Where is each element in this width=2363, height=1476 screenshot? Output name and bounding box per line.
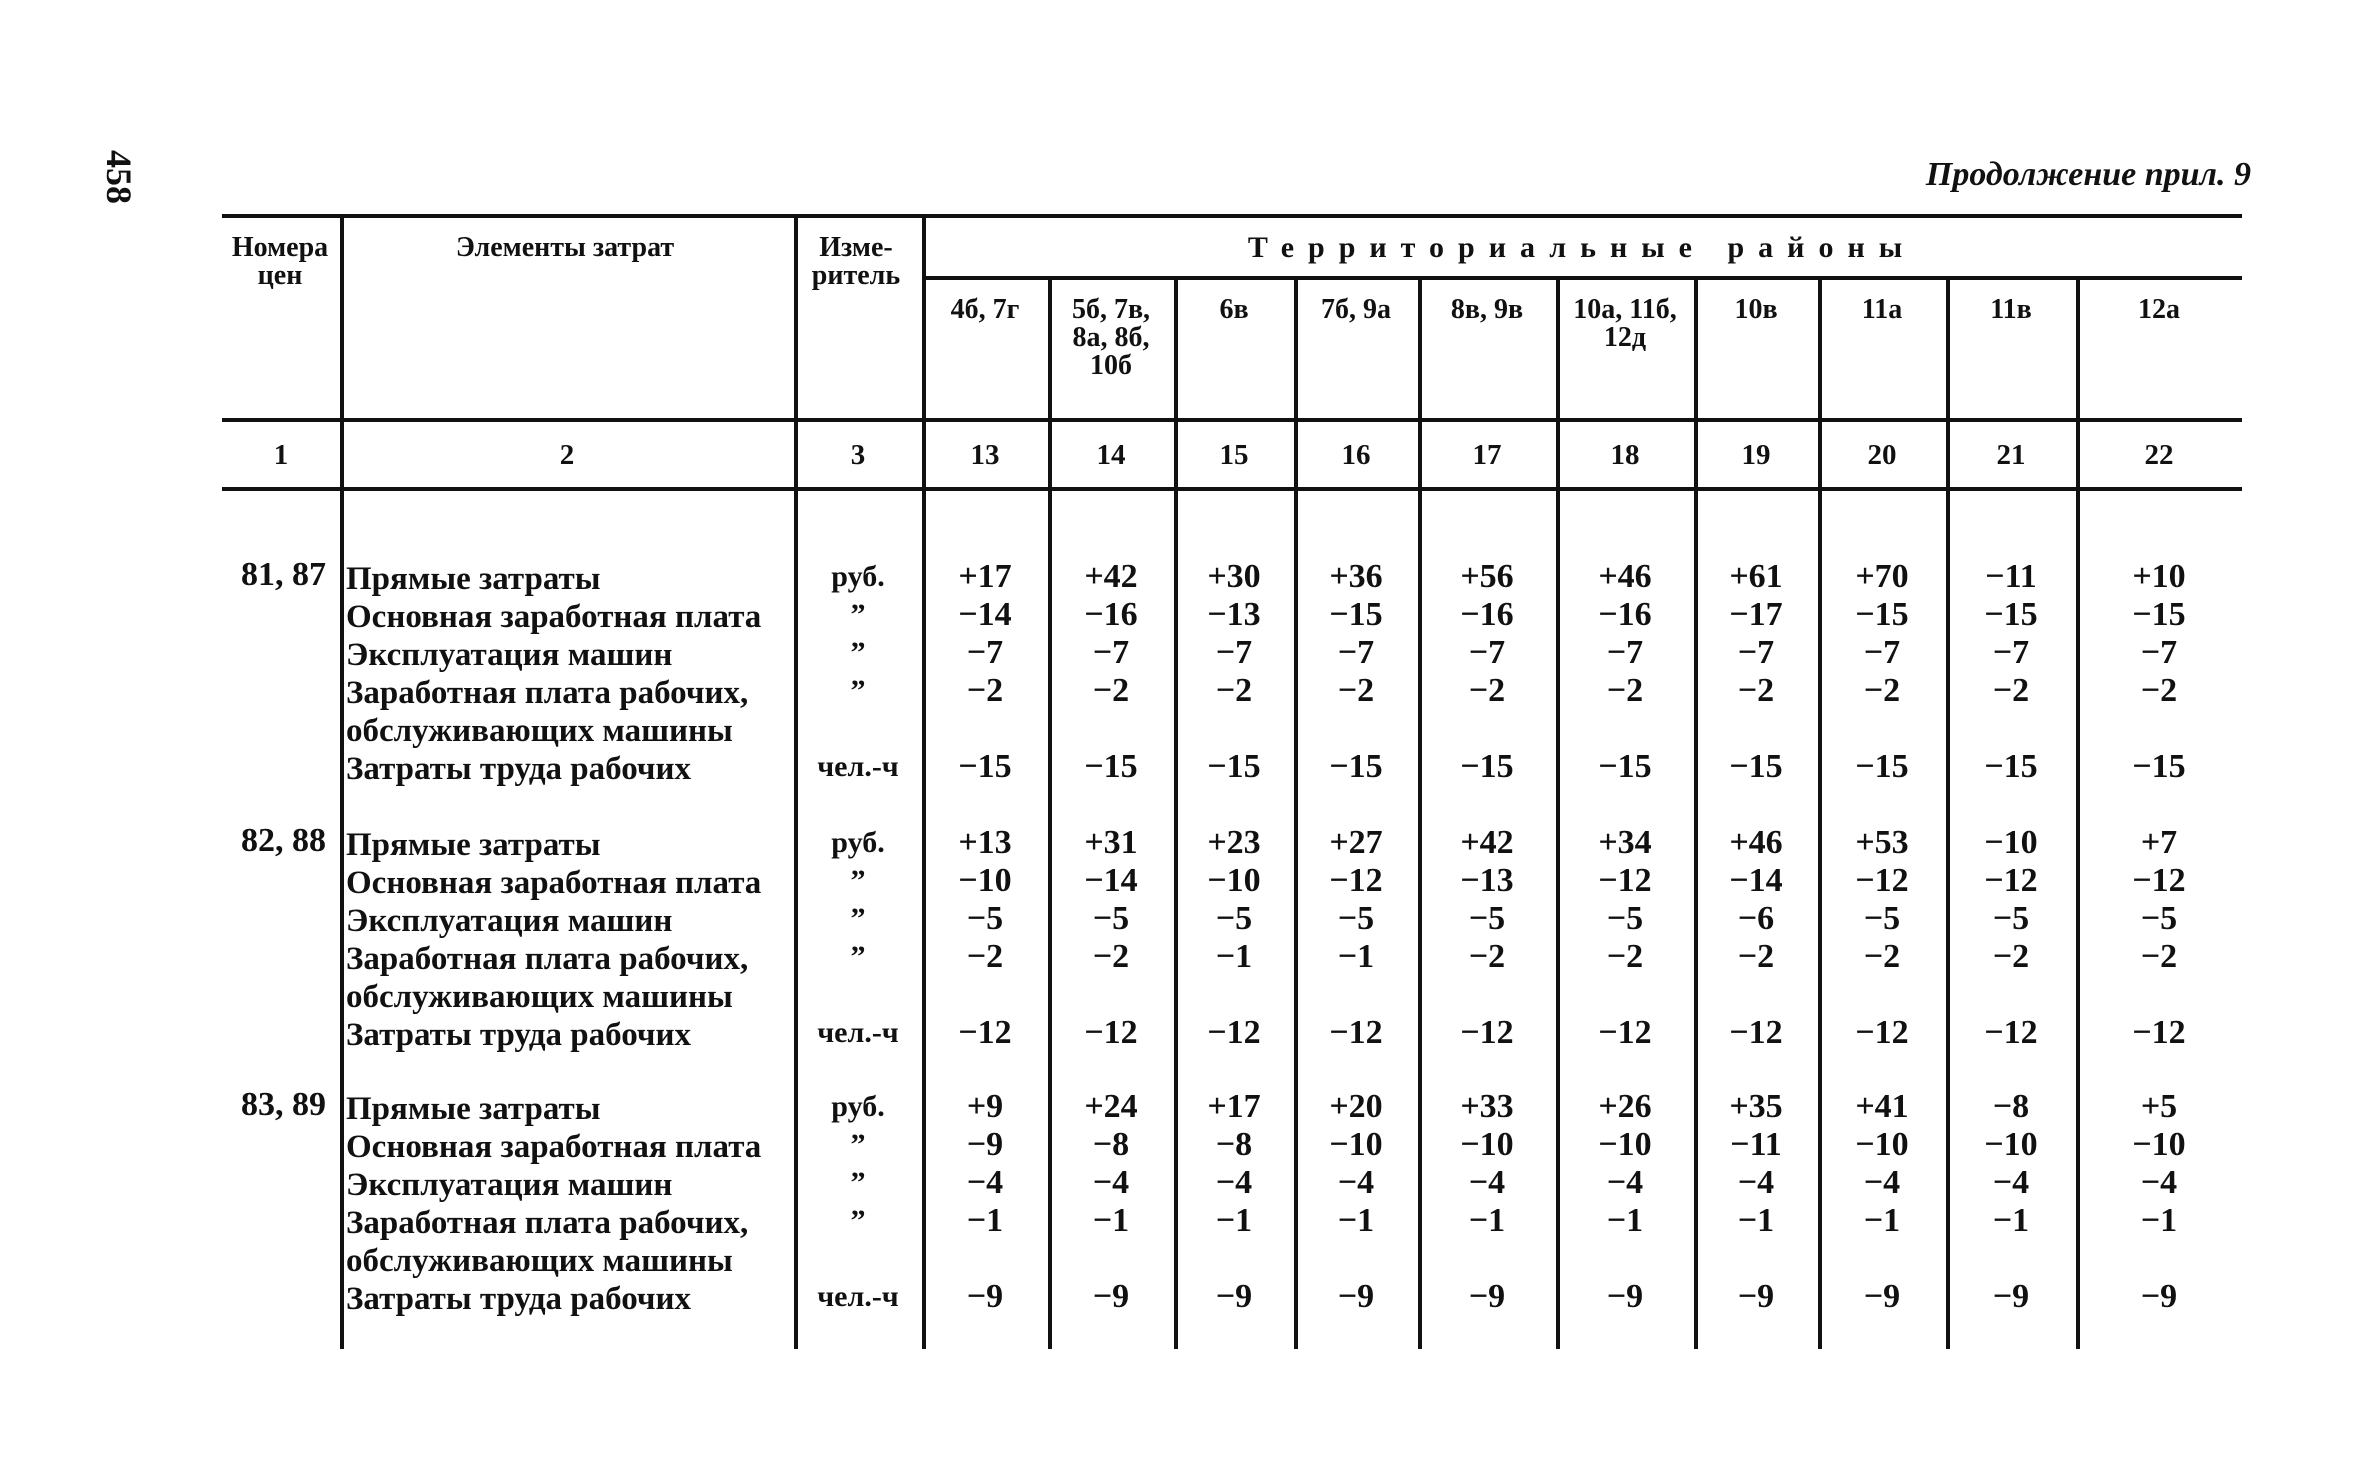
region-header — [2076, 296, 2242, 324]
adjustment-value: +27 — [1329, 824, 1383, 861]
unit-of-measure: руб. — [831, 1090, 885, 1123]
adjustment-value: +33 — [1460, 1088, 1514, 1125]
adjustment-value: −14 — [1084, 862, 1138, 899]
adjustment-value: −7 — [2140, 634, 2178, 671]
adjustment-value: −15 — [1984, 748, 2038, 785]
adjustment-value: +61 — [1729, 558, 1783, 595]
unit-of-measure: руб. — [831, 560, 885, 593]
adjustment-value: +46 — [1598, 558, 1652, 595]
adjustment-value: −9 — [966, 1278, 1004, 1315]
adjustment-value: −12 — [1855, 862, 1909, 899]
column-numbers-rule — [222, 487, 2242, 491]
regions-rule — [922, 276, 2242, 280]
table-caption: Продолжение прил. 9 — [1925, 156, 2251, 193]
adjustment-value: −1 — [966, 1202, 1004, 1239]
region-header — [1556, 296, 1694, 352]
adjustment-value: −15 — [1329, 596, 1383, 633]
unit-of-measure: ” — [850, 864, 866, 897]
adjustment-value: −5 — [1215, 900, 1253, 937]
column-rule — [340, 214, 344, 1349]
unit-of-measure: ” — [850, 636, 866, 669]
adjustment-value: −15 — [1984, 596, 2038, 633]
adjustment-value: −16 — [1460, 596, 1514, 633]
adjustment-value: −5 — [1863, 900, 1901, 937]
adjustment-value: −16 — [1084, 596, 1138, 633]
adjustment-value: −1 — [2140, 1202, 2178, 1239]
adjustment-value: −9 — [1992, 1278, 2030, 1315]
adjustment-value: −2 — [966, 672, 1004, 709]
region-header-label: 12а — [2138, 294, 2180, 325]
cost-element: Заработная плата рабочих, обслуживающих машины — [346, 1205, 749, 1279]
cost-element: Затраты труда рабочих — [346, 1281, 691, 1317]
region-header — [1818, 296, 1946, 324]
adjustment-value: −9 — [2140, 1278, 2178, 1315]
adjustment-value: −15 — [1207, 748, 1261, 785]
adjustment-value: −2 — [1992, 938, 2030, 975]
cost-element: Основная заработная плата — [346, 599, 762, 635]
adjustment-value: +46 — [1729, 824, 1783, 861]
cost-element: Прямые затраты — [346, 1091, 601, 1127]
cost-element: Основная заработная плата — [346, 1129, 762, 1165]
cost-element: Заработная плата рабочих, обслуживающих машины — [346, 941, 749, 1015]
adjustment-value: −2 — [1863, 672, 1901, 709]
region-header-label: 6в — [1219, 294, 1249, 325]
column-number: 3 — [850, 439, 866, 471]
unit-of-measure: ” — [850, 1128, 866, 1161]
adjustment-value: −5 — [1468, 900, 1506, 937]
adjustment-value: −9 — [1092, 1278, 1130, 1315]
adjustment-value: −5 — [2140, 900, 2178, 937]
adjustment-value: −5 — [1337, 900, 1375, 937]
price-code: 81, 87 — [241, 556, 326, 593]
adjustment-value: −13 — [1207, 596, 1261, 633]
adjustment-value: −15 — [1460, 748, 1514, 785]
region-header — [922, 296, 1048, 324]
column-number: 2 — [559, 439, 575, 471]
adjustment-value: −1 — [1215, 938, 1253, 975]
adjustment-value: −11 — [1730, 1126, 1782, 1163]
adjustment-value: −1 — [1215, 1202, 1253, 1239]
adjustment-value: −16 — [1598, 596, 1652, 633]
unit-of-measure: ” — [850, 902, 866, 935]
adjustment-value: −4 — [1992, 1164, 2030, 1201]
region-header-label: 11в — [1990, 294, 2032, 325]
page-number: 458 — [99, 150, 139, 204]
adjustment-value: −15 — [1855, 748, 1909, 785]
adjustment-value: −4 — [1737, 1164, 1775, 1201]
adjustment-value: −13 — [1460, 862, 1514, 899]
adjustment-value: −1 — [1468, 1202, 1506, 1239]
adjustment-value: −10 — [1598, 1126, 1652, 1163]
adjustment-value: −10 — [1855, 1126, 1909, 1163]
cost-element: Затраты труда рабочих — [346, 751, 691, 787]
adjustment-value: +9 — [966, 1088, 1004, 1125]
adjustment-value: −6 — [1737, 900, 1775, 937]
adjustment-value: −7 — [1215, 634, 1253, 671]
adjustment-value: −9 — [1863, 1278, 1901, 1315]
adjustment-value: −5 — [1992, 900, 2030, 937]
unit-of-measure: ” — [850, 1204, 866, 1237]
adjustment-value: −4 — [966, 1164, 1004, 1201]
column-number: 18 — [1610, 439, 1640, 471]
adjustment-value: −10 — [1984, 824, 2038, 861]
adjustment-value: +41 — [1855, 1088, 1909, 1125]
adjustment-value: +20 — [1329, 1088, 1383, 1125]
adjustment-value: −15 — [958, 748, 1012, 785]
adjustment-value: −2 — [1215, 672, 1253, 709]
adjustment-value: −12 — [1460, 1014, 1514, 1051]
adjustment-value: −2 — [1606, 938, 1644, 975]
region-header — [1694, 296, 1818, 324]
adjustment-value: −12 — [1729, 1014, 1783, 1051]
column-number: 1 — [273, 439, 289, 471]
unit-of-measure: ” — [850, 674, 866, 707]
region-header — [1174, 296, 1294, 324]
column-number: 20 — [1867, 439, 1897, 471]
unit-of-measure: ” — [850, 598, 866, 631]
adjustment-value: −17 — [1729, 596, 1783, 633]
column-number: 17 — [1472, 439, 1502, 471]
region-header-label: 10в — [1734, 294, 1778, 325]
cost-element: Эксплуатация машин — [346, 903, 673, 939]
unit-of-measure: чел.-ч — [817, 1016, 899, 1049]
adjustment-value: −1 — [1992, 1202, 2030, 1239]
region-header-label: 5б, 7в, 8а, 8б, 10б — [1071, 294, 1151, 381]
adjustment-value: +13 — [958, 824, 1012, 861]
adjustment-value: +36 — [1329, 558, 1383, 595]
adjustment-value: −12 — [1855, 1014, 1909, 1051]
adjustment-value: −12 — [1598, 1014, 1652, 1051]
adjustment-value: −4 — [1606, 1164, 1644, 1201]
adjustment-value: +7 — [2140, 824, 2178, 861]
adjustment-value: −9 — [1737, 1278, 1775, 1315]
adjustment-value: −15 — [2132, 748, 2186, 785]
cost-element: Прямые затраты — [346, 561, 601, 597]
region-header-label: 11а — [1861, 294, 1903, 325]
adjustment-value: −12 — [1084, 1014, 1138, 1051]
adjustment-value: −5 — [966, 900, 1004, 937]
adjustment-value: −1 — [1337, 938, 1375, 975]
column-number: 14 — [1096, 439, 1126, 471]
column-number: 15 — [1219, 439, 1249, 471]
adjustment-value: −5 — [1092, 900, 1130, 937]
adjustment-value: −1 — [1092, 1202, 1130, 1239]
unit-of-measure: ” — [850, 940, 866, 973]
adjustment-value: −10 — [1984, 1126, 2038, 1163]
header-bottom-rule — [222, 418, 2242, 422]
adjustment-value: −8 — [1092, 1126, 1130, 1163]
adjustment-value: −12 — [2132, 862, 2186, 899]
adjustment-value: −7 — [1468, 634, 1506, 671]
region-header-label: 8в, 9в — [1450, 294, 1524, 325]
adjustment-value: −14 — [958, 596, 1012, 633]
adjustment-value: −4 — [1215, 1164, 1253, 1201]
column-number: 22 — [2144, 439, 2174, 471]
adjustment-value: −2 — [1092, 672, 1130, 709]
adjustment-value: −15 — [1729, 748, 1783, 785]
header-codes — [222, 234, 338, 294]
adjustment-value: −2 — [1337, 672, 1375, 709]
adjustment-value: −10 — [2132, 1126, 2186, 1163]
adjustment-value: −9 — [1215, 1278, 1253, 1315]
adjustment-value: +17 — [1207, 1088, 1261, 1125]
adjustment-value: −4 — [1092, 1164, 1130, 1201]
adjustment-value: −12 — [2132, 1014, 2186, 1051]
region-header — [1418, 296, 1556, 324]
adjustment-value: −2 — [1863, 938, 1901, 975]
adjustment-value: −7 — [1606, 634, 1644, 671]
adjustment-value: −1 — [1737, 1202, 1775, 1239]
adjustment-value: −7 — [1337, 634, 1375, 671]
column-number: 13 — [970, 439, 1000, 471]
adjustment-value: −2 — [1092, 938, 1130, 975]
adjustment-value: −9 — [966, 1126, 1004, 1163]
adjustment-value: +26 — [1598, 1088, 1652, 1125]
adjustment-value: −15 — [1598, 748, 1652, 785]
adjustment-value: −2 — [966, 938, 1004, 975]
adjustment-value: −12 — [1329, 1014, 1383, 1051]
adjustment-value: −15 — [1855, 596, 1909, 633]
header-regions-label: Территориальные районы — [1247, 231, 1917, 264]
adjustment-value: −14 — [1729, 862, 1783, 899]
adjustment-value: +70 — [1855, 558, 1909, 595]
adjustment-value: −2 — [1606, 672, 1644, 709]
adjustment-value: −12 — [1984, 1014, 2038, 1051]
region-header-label: 7б, 9а — [1321, 294, 1391, 325]
header-elements-label: Элементы затрат — [455, 232, 675, 263]
adjustment-value: +53 — [1855, 824, 1909, 861]
adjustment-value: +31 — [1084, 824, 1138, 861]
unit-of-measure: чел.-ч — [817, 1280, 899, 1313]
header-unit-label: Изме-ритель — [811, 232, 901, 291]
adjustment-value: −9 — [1606, 1278, 1644, 1315]
adjustment-value: +30 — [1207, 558, 1261, 595]
table-top-rule — [222, 214, 2242, 218]
adjustment-value: −10 — [1329, 1126, 1383, 1163]
cost-element: Заработная плата рабочих, обслуживающих машины — [346, 675, 749, 749]
adjustment-value: −2 — [1468, 938, 1506, 975]
adjustment-value: −12 — [1329, 862, 1383, 899]
adjustment-value: −2 — [1737, 938, 1775, 975]
column-number: 19 — [1741, 439, 1771, 471]
adjustment-value: −2 — [2140, 672, 2178, 709]
adjustment-value: −9 — [1468, 1278, 1506, 1315]
adjustment-value: −15 — [1084, 748, 1138, 785]
adjustment-value: −2 — [1468, 672, 1506, 709]
adjustment-value: −7 — [1863, 634, 1901, 671]
adjustment-value: −4 — [1863, 1164, 1901, 1201]
unit-of-measure: чел.-ч — [817, 750, 899, 783]
adjustment-value: −10 — [1207, 862, 1261, 899]
adjustment-value: +42 — [1084, 558, 1138, 595]
column-number: 16 — [1341, 439, 1371, 471]
adjustment-value: −8 — [1215, 1126, 1253, 1163]
unit-of-measure: руб. — [831, 826, 885, 859]
cost-element: Основная заработная плата — [346, 865, 762, 901]
adjustment-value: +35 — [1729, 1088, 1783, 1125]
adjustment-value: −1 — [1863, 1202, 1901, 1239]
cost-element: Затраты труда рабочих — [346, 1017, 691, 1053]
region-header-label: 4б, 7г — [950, 294, 1020, 325]
adjustment-value: +42 — [1460, 824, 1514, 861]
region-header — [1946, 296, 2076, 324]
adjustment-value: −10 — [1460, 1126, 1514, 1163]
adjustment-value: −10 — [958, 862, 1012, 899]
adjustment-value: −4 — [2140, 1164, 2178, 1201]
cost-element: Эксплуатация машин — [346, 1167, 673, 1203]
adjustment-value: −9 — [1337, 1278, 1375, 1315]
region-header — [1294, 296, 1418, 324]
adjustment-value: −7 — [1737, 634, 1775, 671]
adjustment-value: −4 — [1468, 1164, 1506, 1201]
adjustment-value: +10 — [2132, 558, 2186, 595]
cost-element: Эксплуатация машин — [346, 637, 673, 673]
header-elements — [340, 234, 790, 262]
adjustment-value: −2 — [1992, 672, 2030, 709]
adjustment-value: −4 — [1337, 1164, 1375, 1201]
cost-element: Прямые затраты — [346, 827, 601, 863]
region-header-label: 10а, 11б, 12д — [1573, 294, 1677, 353]
adjustment-value: −12 — [1207, 1014, 1261, 1051]
adjustment-value: +56 — [1460, 558, 1514, 595]
adjustment-value: −12 — [958, 1014, 1012, 1051]
adjustment-value: −15 — [2132, 596, 2186, 633]
price-code: 82, 88 — [241, 822, 326, 859]
adjustment-value: −7 — [1992, 634, 2030, 671]
unit-of-measure: ” — [850, 1166, 866, 1199]
header-regions — [922, 231, 2242, 264]
adjustment-value: +17 — [958, 558, 1012, 595]
adjustment-value: +24 — [1084, 1088, 1138, 1125]
adjustment-value: −12 — [1984, 862, 2038, 899]
adjustment-value: −7 — [966, 634, 1004, 671]
adjustment-value: −15 — [1329, 748, 1383, 785]
header-unit — [794, 234, 918, 290]
price-adjustment-table — [222, 214, 2242, 1349]
adjustment-value: −1 — [1606, 1202, 1644, 1239]
header-codes-label: Номера цен — [231, 232, 329, 291]
adjustment-value: +5 — [2140, 1088, 2178, 1125]
region-header — [1048, 296, 1174, 380]
adjustment-value: −12 — [1598, 862, 1652, 899]
adjustment-value: −5 — [1606, 900, 1644, 937]
adjustment-value: −2 — [2140, 938, 2178, 975]
adjustment-value: +34 — [1598, 824, 1652, 861]
adjustment-value: −8 — [1992, 1088, 2030, 1125]
adjustment-value: −7 — [1092, 634, 1130, 671]
adjustment-value: −2 — [1737, 672, 1775, 709]
column-number: 21 — [1996, 439, 2026, 471]
adjustment-value: −11 — [1985, 558, 2037, 595]
adjustment-value: +23 — [1207, 824, 1261, 861]
adjustment-value: −1 — [1337, 1202, 1375, 1239]
price-code: 83, 89 — [241, 1086, 326, 1123]
